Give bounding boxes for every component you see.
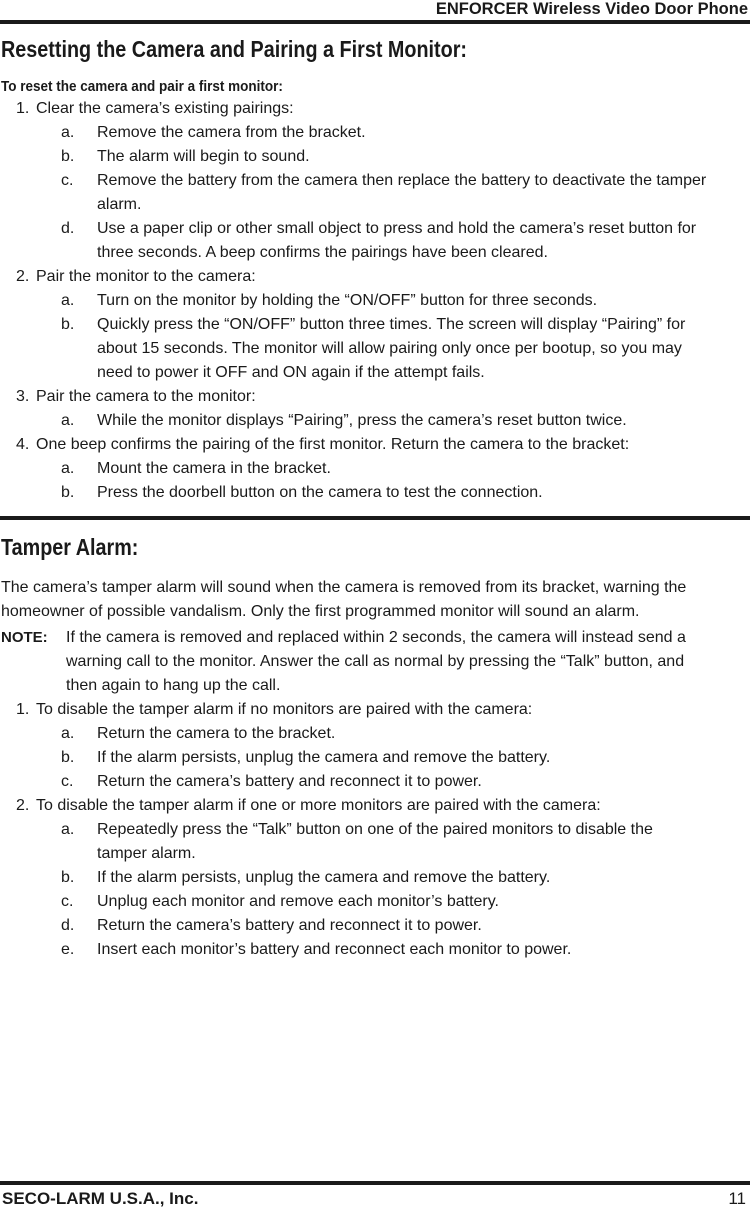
substep-letter: b. [61,749,75,766]
substep-text: While the monitor displays “Pairing”, press the camera’s reset button twice. [97,412,627,429]
footer-rule [0,1181,750,1185]
substep-letter: e. [61,941,75,958]
tamper-intro-line: The camera’s tamper alarm will sound when the camera is removed from its bracket, warning the [1,579,687,596]
substep-letter: c. [61,172,74,189]
substep-letter: a. [61,412,75,429]
substep-letter: b. [61,316,75,333]
section-subtitle-reset: To reset the camera and pair a first monitor: [1,78,283,95]
note-line: warning call to the monitor. Answer the call as normal by pressing the “Talk” button, and [66,653,685,670]
page-header-title: ENFORCER Wireless Video Door Phone [435,0,748,18]
substep-letter: b. [61,484,75,501]
substep-text: Return the camera’s battery and reconnect it to power. [97,917,482,934]
substep-text: Remove the battery from the camera then replace the battery to deactivate the tamper [97,172,707,189]
section-title-reset-pairing: Resetting the Camera and Pairing a First Monitor: [1,36,467,62]
page-number: 11 [728,1189,746,1208]
substep-text: Use a paper clip or other small object to press and hold the camera’s reset button for [97,220,697,237]
substep-text: three seconds. A beep confirms the pairings have been cleared. [97,244,548,261]
step-text: To disable the tamper alarm if one or more monitors are paired with the camera: [36,797,601,814]
step-number: 2. [16,797,30,814]
substep-text: Repeatedly press the “Talk” button on one of the paired monitors to disable the [97,821,653,838]
substep-text: Turn on the monitor by holding the “ON/OFF” button for three seconds. [97,292,598,309]
substep-text: alarm. [97,196,142,213]
footer-company: SECO-LARM U.S.A., Inc. [2,1189,199,1208]
note-line: then again to hang up the call. [66,677,281,694]
substep-text: If the alarm persists, unplug the camera and remove the battery. [97,749,551,766]
step-number: 1. [16,701,30,718]
substep-text: tamper alarm. [97,845,196,862]
substep-text: Insert each monitor’s battery and reconnect each monitor to power. [97,941,572,958]
header-rule [0,20,750,24]
section-divider-rule [0,516,750,520]
substep-letter: a. [61,460,75,477]
substep-letter: a. [61,292,75,309]
substep-text: The alarm will begin to sound. [97,148,310,165]
substep-text: about 15 seconds. The monitor will allow pairing only once per bootup, so you may [97,340,682,357]
substep-text: Unplug each monitor and remove each monitor’s battery. [97,893,499,910]
substep-text: Return the camera to the bracket. [97,725,336,742]
substep-text: Quickly press the “ON/OFF” button three times. The screen will display “Pairing” for [97,316,686,333]
substep-text: Mount the camera in the bracket. [97,460,331,477]
substep-text: If the alarm persists, unplug the camera and remove the battery. [97,869,551,886]
note-line: If the camera is removed and replaced within 2 seconds, the camera will instead send a [66,629,686,646]
step-number: 3. [16,388,30,405]
substep-text: Press the doorbell button on the camera to test the connection. [97,484,543,501]
step-text: One beep confirms the pairing of the first monitor. Return the camera to the bracket: [36,436,630,453]
substep-letter: b. [61,148,75,165]
substep-letter: a. [61,124,75,141]
substep-letter: d. [61,917,75,934]
substep-letter: a. [61,725,75,742]
step-number: 4. [16,436,30,453]
step-text: Pair the camera to the monitor: [36,388,256,405]
tamper-intro-line: homeowner of possible vandalism. Only the first programmed monitor will sound an alarm. [1,603,640,620]
note-label: NOTE: [1,629,48,646]
step-number: 1. [16,100,30,117]
step-text: Clear the camera’s existing pairings: [36,100,294,117]
section-title-tamper-alarm: Tamper Alarm: [1,534,139,560]
substep-letter: b. [61,869,75,886]
substep-letter: a. [61,821,75,838]
substep-text: Return the camera’s battery and reconnect it to power. [97,773,482,790]
step-text: To disable the tamper alarm if no monitors are paired with the camera: [36,701,533,718]
substep-letter: d. [61,220,75,237]
substep-text: need to power it OFF and ON again if the attempt fails. [97,364,485,381]
substep-letter: c. [61,773,74,790]
substep-text: Remove the camera from the bracket. [97,124,366,141]
step-number: 2. [16,268,30,285]
step-text: Pair the monitor to the camera: [36,268,256,285]
substep-letter: c. [61,893,74,910]
